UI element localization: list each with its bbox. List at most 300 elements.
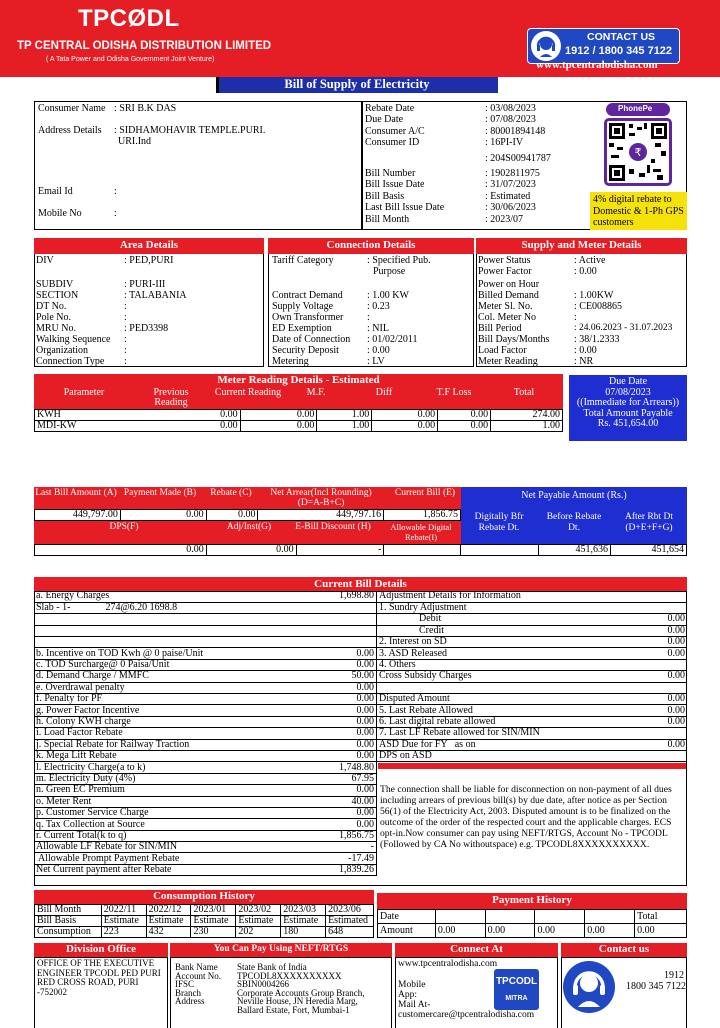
current-bill-right — [377, 591, 687, 762]
neft-label: Address — [175, 996, 205, 1006]
consumption-history-title: Consumption History — [34, 890, 374, 904]
area-label: Organization — [36, 345, 89, 356]
adjustment-value — [627, 591, 687, 602]
adjustment-label: Disputed Amount — [377, 694, 627, 705]
table-row — [34, 773, 377, 784]
table-cell: 451,636 — [539, 545, 611, 556]
charge-label: n. Green EC Premium — [34, 785, 324, 796]
adjustment-value: 0.00 — [627, 625, 687, 636]
summary-head: Current Bill (E) — [394, 488, 456, 498]
neft-value: Corporate Accounts Group Branch, — [237, 987, 365, 998]
charge-label: c. TOD Surcharge@ 0 Paisa/Unit — [34, 659, 324, 670]
charge-label: Slab - 1- 274@6.20 1698.8 — [34, 602, 324, 613]
adjustment-value — [627, 659, 687, 670]
table-cell: Estimated — [326, 916, 374, 927]
connection-value: : 1.00 KW — [367, 290, 409, 301]
charge-label: e. Overdrawal penalty — [34, 682, 324, 693]
neft-value: Neville House, JN Heredia Marg, — [237, 996, 358, 1006]
table-cell: Total — [635, 910, 687, 924]
disconnection-notice: The connection shall be liable for disconnection on non-payment of all dues including arrears of previous bill(s) by due date, after notice as per Section 56(1) of the Electricity Act, 2003. Disputed amount is to be finalized on the outcome of the order of the respected court and the applicable charges. ECS opt-in.Now consumer can pay using NEFT/RTGS, Account No - TPCODL (Followed by CA No withoutspace) e.g. TPCODL8XXXXXXXXXX. — [380, 784, 672, 850]
address-label: Address Details — [38, 125, 102, 136]
supply-value: : 38/1.2333 — [574, 334, 620, 345]
supply-label: Billed Demand — [478, 290, 539, 301]
table-cell: 0.00 — [240, 410, 317, 421]
connection-label: ED Exemption — [272, 323, 332, 334]
meter-table — [34, 409, 563, 432]
neft-value: TPCODL8XXXXXXXXXX — [237, 970, 342, 981]
company-tagline: ( A Tata Power and Odisha Government Joint Venture) — [46, 56, 215, 63]
summary-head: Rebate (C) — [210, 488, 252, 498]
bill-info-label: Bill Basis — [365, 190, 405, 202]
connection-details-title: Connection Details — [268, 238, 474, 254]
mobile-label: Mobile No — [38, 208, 82, 219]
table-row — [35, 410, 563, 421]
neft-title: You Can Pay Using NEFT/RTGS — [170, 943, 392, 957]
charge-value: 0.00 — [324, 682, 377, 693]
supply-value: : NR — [574, 357, 594, 367]
adjustment-label: 5. Last Rebate Allowed — [377, 705, 627, 716]
header-website[interactable]: www.tpcentralodisha.com — [536, 59, 658, 71]
table-cell — [485, 910, 535, 924]
table-row — [377, 648, 687, 659]
supply-value: : 0.00 — [574, 345, 597, 356]
bill-info-value: : Estimated — [485, 190, 531, 202]
connection-label: Contract Demand — [272, 290, 343, 301]
adjustment-label: 1. Sundry Adjustment — [377, 602, 627, 613]
charge-value: 1,856.75 — [324, 830, 377, 841]
area-details-title: Area Details — [34, 238, 264, 254]
due-arrears-note: ((Immediate for Arrears)) — [576, 397, 680, 409]
summary-head: Payment Made (B) — [123, 488, 197, 498]
supply-value: : — [574, 312, 577, 323]
red-divider — [378, 763, 686, 769]
supply-value: : 1.00KW — [574, 290, 614, 301]
table-cell: 0.00 — [206, 510, 258, 521]
phonepe-label: PhonePe — [618, 104, 653, 113]
table-cell: 230 — [191, 927, 236, 938]
table-cell: 0.00 — [535, 924, 585, 938]
charge-label — [34, 637, 324, 648]
charge-label: f. Penalty for PF — [34, 694, 324, 705]
table-row — [377, 625, 687, 636]
meter-col-previous: Previous Reading — [153, 387, 189, 408]
table-row — [34, 659, 377, 670]
adjustment-value: 0.00 — [627, 716, 687, 727]
charge-value: 0.00 — [324, 705, 377, 716]
bill-info-label: Bill Issue Date — [365, 179, 425, 191]
payment-history-title: Payment History — [377, 893, 687, 909]
bill-info-label: Rebate Date — [365, 103, 415, 114]
email-value: : — [114, 186, 117, 197]
table-cell: 0.00 — [635, 924, 687, 938]
area-label: SECTION — [36, 290, 79, 301]
charge-value: 0.00 — [324, 728, 377, 739]
supply-label: Load Factor — [478, 345, 527, 356]
meter-col-total: Total — [513, 387, 535, 398]
area-value: : PED,PURI — [124, 255, 174, 266]
meter-col-current: Current Reading — [214, 387, 282, 398]
qr-code[interactable] — [604, 118, 672, 186]
bill-info-list — [365, 104, 590, 226]
adjustment-value: 0.00 — [627, 705, 687, 716]
table-cell: 0.00 — [240, 421, 317, 432]
company-name: TP CENTRAL ODISHA DISTRIBUTION LIMITED — [17, 40, 272, 52]
adjustment-value — [627, 728, 687, 739]
bill-info-value: : 80001894148 — [485, 125, 546, 137]
table-cell — [461, 545, 539, 556]
table-row — [34, 648, 377, 659]
supply-value: : 0.00 — [574, 266, 597, 277]
table-cell: Estimate — [236, 916, 281, 927]
table-cell: 0.00 — [372, 421, 438, 432]
connection-value: Purpose — [373, 266, 406, 277]
table-cell: Estimate — [101, 916, 146, 927]
charge-value — [324, 614, 377, 625]
table-cell — [585, 910, 635, 924]
summary-head: Adj/Inst(G) — [226, 522, 272, 532]
footer-headset-icon — [563, 961, 615, 1013]
supply-value: : Active — [574, 255, 606, 266]
supply-details-list — [478, 256, 686, 367]
table-cell: 0.00 — [585, 924, 635, 938]
adjustment-label: Debit — [377, 614, 627, 625]
table-cell: 2022/12 — [146, 905, 191, 916]
net-head: Before Rebate Dt. — [546, 512, 602, 533]
bill-info-label: Consumer A/C — [365, 125, 425, 137]
charge-value: 1,839.26 — [324, 864, 377, 875]
charge-label: q. Tax Collection at Source — [34, 819, 324, 830]
charge-value — [324, 637, 377, 648]
adjustment-label: Credit — [377, 625, 627, 636]
connect-mail-email[interactable]: customercare@tpcentralodisha.com — [398, 1010, 535, 1020]
neft-label: Branch — [175, 987, 201, 998]
connect-website[interactable]: www.tpcentralodisha.com — [398, 959, 498, 969]
adjustment-value — [627, 602, 687, 613]
bill-info-value: : 31/07/2023 — [485, 179, 536, 191]
charge-label: b. Incentive on TOD Kwh @ 0 paise/Unit — [34, 648, 324, 659]
connection-label: Supply Voltage — [272, 301, 334, 312]
table-row — [377, 637, 687, 648]
area-value: : PED3398 — [124, 323, 169, 334]
division-office-title: Division Office — [34, 943, 168, 957]
table-cell: 1.00 — [491, 421, 563, 432]
table-row — [377, 705, 687, 716]
adjustment-value — [627, 682, 687, 693]
table-row — [35, 927, 374, 938]
adjustment-label: 6. Last digital rebate allowed — [377, 716, 627, 727]
table-row — [378, 910, 687, 924]
table-cell: 274.00 — [491, 410, 563, 421]
charge-label: i. Load Factor Rebate — [34, 728, 324, 739]
table-cell: 0.00 — [485, 924, 535, 938]
neft-label: IFSC — [175, 979, 195, 989]
charge-label: a. Energy Charges — [34, 591, 324, 602]
contact-title: CONTACT US — [587, 31, 656, 43]
table-cell: 1,856.75 — [384, 510, 461, 521]
table-cell: 0.00 — [104, 421, 240, 432]
neft-value: Ballard Estate, Fort, Mumbai-1 — [237, 1004, 350, 1015]
connect-app-line-1: Mobile — [398, 980, 426, 990]
connection-value: : Specified Pub. — [367, 255, 431, 266]
adjustment-label: Cross Subsidy Charges — [377, 671, 627, 682]
table-row — [35, 421, 563, 432]
connection-value: : NIL — [367, 323, 389, 334]
area-value: : TALABANIA — [124, 290, 187, 301]
charge-label: g. Power Factor Incentive — [34, 705, 324, 716]
supply-label: Col. Meter No — [478, 312, 537, 323]
connection-label: Metering — [272, 357, 309, 367]
contact-numbers: 1912 / 1800 345 7122 — [565, 45, 673, 57]
total-payable-label: Total Amount Payable — [583, 407, 673, 419]
charge-label: o. Meter Rent — [34, 796, 324, 807]
due-date: 07/08/2023 — [605, 386, 651, 398]
charge-value: 0.00 — [324, 659, 377, 670]
charge-value: 1,698.80 — [324, 591, 377, 602]
table-cell: 0.00 — [435, 924, 485, 938]
area-value: : — [124, 312, 127, 323]
table-row — [34, 694, 377, 705]
mitra-logo-text: TPCODL — [495, 976, 538, 987]
table-cell: MDI-KW — [35, 421, 105, 432]
table-cell: 449,797.16 — [258, 510, 384, 521]
bill-info-value: : 204S00941787 — [485, 152, 551, 164]
table-row — [377, 671, 687, 682]
table-row — [34, 637, 377, 648]
adjustment-label: Adjustment Details for Information — [377, 591, 627, 602]
table-cell: 0.00 — [372, 410, 438, 421]
meter-col-parameter: Parameter — [63, 387, 105, 398]
meter-col-tfloss: T.F Loss — [436, 387, 472, 398]
charge-label: Allowable Prompt Payment Rebate — [34, 853, 324, 864]
charge-label — [34, 614, 324, 625]
connection-value: : 0.23 — [367, 301, 390, 312]
table-cell: 432 — [146, 927, 191, 938]
charge-value: 0.00 — [324, 785, 377, 796]
table-row — [377, 739, 687, 750]
connection-label: Own Transformer — [272, 312, 344, 323]
connection-value: : LV — [367, 357, 385, 367]
supply-label: Bill Days/Months — [478, 334, 550, 345]
current-bill-title: Current Bill Details — [34, 577, 687, 591]
area-details-list — [36, 256, 262, 367]
table-row — [35, 916, 374, 927]
bill-info-label: Last Bill Issue Date — [365, 202, 445, 214]
table-cell: Estimate — [281, 916, 326, 927]
net-payable-header: Net Payable Amount (Rs.) — [461, 487, 687, 509]
current-bill-left — [34, 591, 377, 876]
bill-info-value: : 2023/07 — [485, 213, 524, 225]
table-row — [34, 614, 377, 625]
neft-value: SBIN0004266 — [237, 979, 290, 989]
supply-label: Power Factor — [478, 266, 532, 277]
table-row — [377, 716, 687, 727]
table-cell: Bill Basis — [35, 916, 102, 927]
connection-details-list — [272, 256, 472, 367]
net-head: After Rbt Dt (D+E+F+G) — [624, 512, 674, 533]
connection-value: : 01/02/2011 — [367, 334, 418, 345]
table-row — [34, 739, 377, 750]
summary-head: Last Bill Amount (A) — [35, 488, 117, 498]
connection-value: : — [367, 312, 370, 323]
table-cell — [535, 910, 585, 924]
table-cell: Bill Month — [35, 905, 102, 916]
neft-label: Bank Name — [175, 962, 218, 972]
bill-info-value: : 16PI-IV — [485, 137, 524, 149]
table-cell: 2023/02 — [236, 905, 281, 916]
connect-app-line-2: App: — [398, 990, 417, 1000]
connection-value: : 0.00 — [367, 345, 390, 356]
table-row — [34, 864, 377, 875]
adjustment-label: 3. ASD Released — [377, 648, 627, 659]
table-row — [34, 671, 377, 682]
adjustment-value — [627, 750, 687, 761]
table-row — [34, 796, 377, 807]
adjustment-label — [377, 682, 627, 693]
area-label: MRU No. — [36, 323, 77, 334]
due-box — [569, 375, 687, 441]
table-row — [377, 659, 687, 670]
table-row — [35, 510, 461, 521]
adjustment-value: 0.00 — [627, 671, 687, 682]
charge-value: 0.00 — [324, 819, 377, 830]
summary-head: Net Arrear(Incl Rounding) (D=A-B+C) — [270, 488, 372, 508]
table-cell: 202 — [236, 927, 281, 938]
neft-value: State Bank of India — [237, 962, 307, 972]
table-cell: 0.00 — [438, 410, 491, 421]
area-label: Connection Type — [36, 357, 105, 367]
area-value: : — [124, 345, 127, 356]
adjustment-label: 7. Last LF Rebate allowed for SIN/MIN — [377, 728, 627, 739]
table-cell: 1.00 — [317, 421, 372, 432]
table-row — [377, 728, 687, 739]
contact-us-title: Contact us — [561, 943, 687, 957]
charge-label: r. Current Total(k to q) — [34, 830, 324, 841]
table-cell: 0.00 — [35, 545, 207, 556]
connection-label: Date of Connection — [272, 334, 351, 345]
mitra-app-logo[interactable] — [494, 969, 539, 1010]
charge-label: Net Current payment after Rebate — [34, 864, 324, 875]
table-cell: 223 — [101, 927, 146, 938]
charge-value: 0.00 — [324, 716, 377, 727]
table-row — [34, 842, 377, 853]
table-cell: 648 — [326, 927, 374, 938]
table-row — [34, 785, 377, 796]
area-label: DT No. — [36, 301, 67, 312]
charge-label: m. Electricity Duty (4%) — [34, 773, 324, 784]
area-label: Walking Sequence — [36, 334, 111, 345]
charge-label — [34, 625, 324, 636]
charge-value: - — [324, 842, 377, 853]
table-row — [34, 591, 377, 602]
page-title: Bill of Supply of Electricity — [284, 77, 430, 91]
net-head: Digitally Bfr Rebate Dt. — [474, 512, 524, 533]
consumer-box — [34, 101, 362, 230]
meter-reading-title: Meter Reading Details - Estimated — [34, 374, 563, 387]
table-row — [34, 705, 377, 716]
bill-info-value: : 1902811975 — [485, 167, 540, 179]
area-value: : — [124, 357, 127, 367]
table-cell: Date — [378, 910, 436, 924]
connection-label: Tariff Category — [272, 255, 334, 266]
bill-info-value: : 30/06/2023 — [485, 202, 536, 214]
connect-mail-line-1: Mail At- — [398, 1000, 431, 1010]
charge-label: p. Customer Service Charge — [34, 807, 324, 818]
table-row — [377, 591, 687, 602]
area-label: DIV — [36, 255, 54, 266]
table-row — [378, 924, 687, 938]
summary-head: Allowable Digital Rebate(I) — [390, 522, 452, 542]
due-label: Due Date — [608, 376, 648, 387]
table-cell: Consumption — [35, 927, 102, 938]
table-cell: 2023/03 — [281, 905, 326, 916]
charge-value: 0.00 — [324, 750, 377, 761]
table-cell — [435, 910, 485, 924]
consumption-table — [34, 904, 374, 938]
table-row — [35, 905, 374, 916]
charge-value: 0.00 — [324, 648, 377, 659]
bill-info-value: : 07/08/2023 — [485, 114, 536, 126]
table-cell: Amount — [378, 924, 436, 938]
rebate-note: 4% digital rebate to Domestic & 1-Ph GPS customers — [593, 194, 684, 228]
connection-label: Security Deposit — [272, 345, 339, 356]
supply-label: Power Status — [478, 255, 531, 266]
charge-value: 50.00 — [324, 671, 377, 682]
neft-list — [175, 963, 389, 1014]
supply-value: : CE008865 — [574, 301, 623, 312]
company-logo: TPCØDL — [78, 5, 180, 32]
area-value: : — [124, 301, 127, 312]
consumer-name-value: : SRI B.K DAS — [114, 103, 177, 114]
svg-text:₹: ₹ — [634, 146, 642, 159]
connect-at-title: Connect At — [395, 943, 558, 957]
table-cell: 449,797.00 — [35, 510, 121, 521]
supply-value: : 24.06.2023 - 31.07.2023 — [574, 323, 673, 333]
summary-values-table-2 — [34, 544, 687, 556]
table-row — [377, 750, 687, 761]
table-row — [377, 694, 687, 705]
table-cell: 0.00 — [104, 410, 240, 421]
neft-label: Account No. — [175, 970, 221, 981]
summary-values-table — [34, 509, 461, 521]
area-value: : PURI-III — [124, 279, 166, 290]
contact-number-2: 1800 345 7122 — [626, 981, 686, 992]
payment-table — [377, 909, 687, 938]
division-office-address: OFFICE OF THE EXECUTIVE ENGINEER TPCODL PED PURI RED CROSS ROAD, PURI -752002 — [37, 958, 161, 997]
adjustment-value: 0.00 — [627, 648, 687, 659]
supply-label: Bill Period — [478, 323, 522, 334]
table-cell: 0.00 — [120, 510, 206, 521]
charge-label: j. Special Rebate for Railway Traction — [34, 739, 324, 750]
bill-info-label: Consumer ID — [365, 137, 420, 149]
total-payable-amount: Rs. 451,654.00 — [597, 418, 659, 430]
adjustment-value: 0.00 — [627, 694, 687, 705]
charge-value: 0.00 — [324, 739, 377, 750]
table-cell: 2022/11 — [101, 905, 146, 916]
summary-head: DPS(F) — [109, 522, 139, 532]
table-row — [34, 830, 377, 841]
table-row — [34, 819, 377, 830]
address-value-2: URI.Ind — [118, 136, 152, 147]
table-row — [34, 807, 377, 818]
charge-label: Allowable LF Rebate for SIN/MIN — [34, 842, 324, 853]
adjustment-label: 4. Others — [377, 659, 627, 670]
charge-value — [324, 602, 377, 613]
supply-details-title: Supply and Meter Details — [476, 238, 687, 254]
table-cell: 0.00 — [438, 421, 491, 432]
area-value: : — [124, 334, 127, 345]
table-row — [377, 682, 687, 693]
supply-label: Power on Hour — [478, 279, 540, 290]
